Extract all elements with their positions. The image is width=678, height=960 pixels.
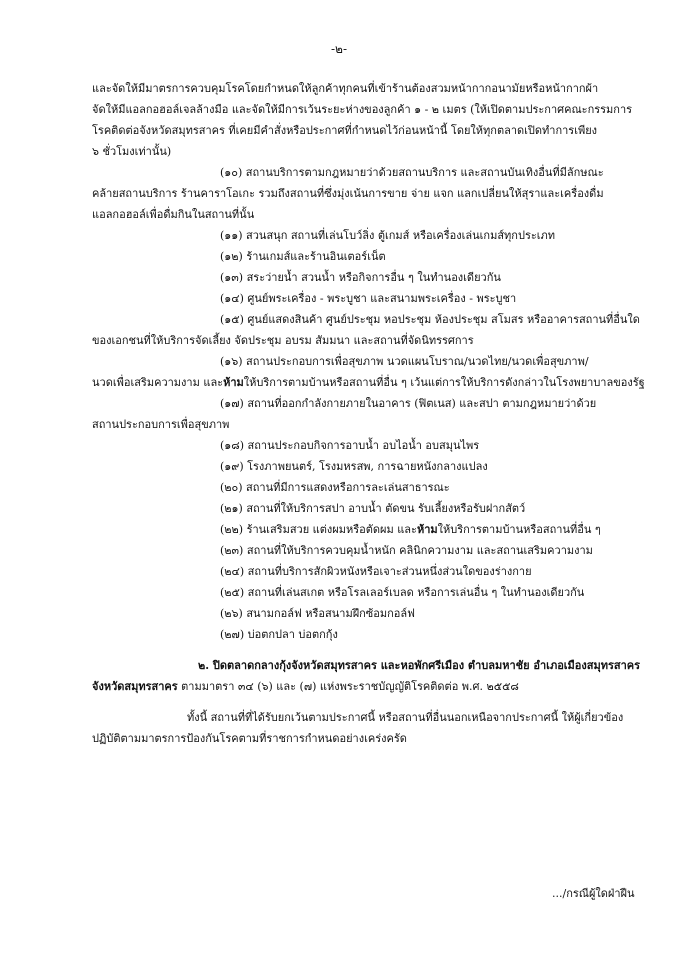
- document-body: [92, 78, 645, 749]
- item-16-text-before: นวดเพื่อเสริมความงาม และ: [92, 376, 224, 389]
- item-13: (๑๓) สระว่ายน้ำ สวนน้ำ หรือกิจการอื่น ๆ ในทำนองเดียวกัน: [220, 271, 501, 284]
- spacer: [92, 697, 632, 707]
- closing-paragraph-line-2: ปฏิบัติตามมาตรการป้องกันโรคตามที่ราชการกำหนดอย่างเคร่งครัด: [92, 732, 407, 745]
- item-12: (๑๒) ร้านเกมส์และร้านอินเตอร์เน็ต: [220, 250, 386, 263]
- section-2-law-reference: ตามมาตรา ๓๔ (๖) และ (๗) แห่งพระราชบัญญัติโรคติดต่อ พ.ศ. ๒๕๕๘: [177, 680, 519, 693]
- item-22-text-before: (๒๒) ร้านเสริมสวย แต่งผมหรือตัดผม และ: [220, 523, 417, 536]
- item-16-text-after: ให้บริการตามบ้านหรือสถานที่อื่น ๆ เว้นแต่การให้บริการดังกล่าวในโรงพยาบาลของรัฐ: [243, 376, 645, 389]
- item-11: (๑๑) สวนสนุก สถานที่เล่นโบว์ลิ่ง ตู้เกมส์ หรือเครื่องเล่นเกมส์ทุกประเภท: [220, 229, 556, 242]
- item-17-line-1: (๑๗) สถานที่ออกกำลังกายภายในอาคาร (ฟิตเนส) และสปา ตามกฎหมายว่าด้วย: [220, 397, 597, 410]
- item-16-line-1: (๑๖) สถานประกอบการเพื่อสุขภาพ นวดแผนโบราณ/นวดไทย/นวดเพื่อสุขภาพ/: [220, 355, 589, 368]
- section-2-province: จังหวัดสมุทรสาคร: [92, 680, 178, 693]
- item-27: (๒๗) บ่อตกปลา บ่อตกกุ้ง: [220, 628, 338, 641]
- item-10-line-2: คล้ายสถานบริการ ร้านคาราโอเกะ รวมถึงสถานที่ซึ่งมุ่งเน้นการขาย จ่าย แจก แลกเปลี่ยนให้สุราและเครื่องดื่ม: [92, 187, 604, 200]
- section-2-line-2: [92, 676, 632, 697]
- item-18: (๑๘) สถานประกอบกิจการอาบน้ำ อบไอน้ำ อบสมุนไพร: [220, 439, 480, 452]
- item-17-line-2: สถานประกอบการเพื่อสุขภาพ: [92, 418, 230, 431]
- section-2-line-1: ๒. ปิดตลาดกลางกุ้งจังหวัดสมุทรสาคร และหอพักศรีเมือง ตำบลมหาชัย อำเภอเมืองสมุทรสาคร: [198, 659, 641, 672]
- paragraph-1-line-4: ๖ ชั่วโมงเท่านั้น): [92, 145, 172, 158]
- closing-paragraph-line-1: ทั้งนี้ สถานที่ที่ได้รับยกเว้นตามประกาศนี้ หรือสถานที่อื่นนอกเหนือจากประกาศนี้ ให้ผู้เกี่ยวข้อง: [187, 711, 624, 724]
- item-15-line-2: ของเอกชนที่ให้บริการจัดเลี้ยง จัดประชุม อบรม สัมมนา และสถานที่จัดนิทรรศการ: [92, 334, 474, 347]
- paragraph-1-line-3: โรคติดต่อจังหวัดสมุทรสาคร ที่เคยมีคำสั่งหรือประกาศที่กำหนดไว้ก่อนหน้านี้ โดยให้ทุกตลาดเปิดทำการเพียง: [92, 124, 598, 137]
- item-25: (๒๕) สถานที่เล่นสเกต หรือโรลเลอร์เบลด หรือการเล่นอื่น ๆ ในทำนองเดียวกัน: [220, 586, 585, 599]
- item-21: (๒๑) สถานที่ให้บริการสปา อาบน้ำ ตัดขน รับเลี้ยงหรือรับฝากสัตว์: [220, 502, 526, 515]
- item-22-text-after: ให้บริการตามบ้านหรือสถานที่อื่น ๆ: [437, 523, 601, 536]
- item-22: [92, 519, 632, 540]
- item-16-prohibit-word: ห้าม: [223, 376, 244, 389]
- item-24: (๒๔) สถานที่บริการสักผิวหนังหรือเจาะส่วนหนึ่งส่วนใดของร่างกาย: [220, 565, 532, 578]
- item-14: (๑๔) ศูนย์พระเครื่อง - พระบูชา และสนามพระเครื่อง - พระบูชา: [220, 292, 517, 305]
- item-23: (๒๓) สถานที่ให้บริการควบคุมน้ำหนัก คลินิกความงาม และสถานเสริมความงาม: [220, 544, 593, 557]
- spacer: [92, 645, 632, 655]
- item-16-line-2: [92, 372, 645, 393]
- paragraph-1-line-2: จัดให้มีแอลกอฮอล์เจลล้างมือ และจัดให้มีการเว้นระยะห่างของลูกค้า ๑ - ๒ เมตร (ให้เปิดตามประกาศคณะกรรมการ: [92, 103, 633, 116]
- item-10-line-1: (๑๐) สถานบริการตามกฎหมายว่าด้วยสถานบริการ และสถานบันเทิงอื่นที่มีลักษณะ: [220, 166, 604, 179]
- paragraph-1-line-1: และจัดให้มีมาตรการควบคุมโรคโดยกำหนดให้ลูกค้าทุกคนที่เข้าร้านต้องสวมหน้ากากอนามัยหรือหน้ากากผ้า: [92, 82, 599, 95]
- page-number: -๒-: [330, 42, 348, 56]
- item-15-line-1: (๑๕) ศูนย์แสดงสินค้า ศูนย์ประชุม หอประชุม ห้องประชุม สโมสร หรืออาคารสถานที่อื่นใด: [220, 313, 640, 326]
- item-19: (๑๙) โรงภาพยนตร์, โรงมหรสพ, การฉายหนังกลางแปลง: [220, 460, 488, 473]
- item-20: (๒๐) สถานที่มีการแสดงหรือการละเล่นสาธารณะ: [220, 481, 450, 494]
- item-26: (๒๖) สนามกอล์ฟ หรือสนามฝึกซ้อมกอล์ฟ: [220, 607, 415, 620]
- item-22-prohibit-word: ห้าม: [416, 523, 438, 536]
- continuation-note: .../กรณีผู้ใดฝ่าฝืน: [552, 887, 635, 900]
- item-10-line-3: แอลกอฮอล์เพื่อดื่มกินในสถานที่นั้น: [92, 208, 255, 221]
